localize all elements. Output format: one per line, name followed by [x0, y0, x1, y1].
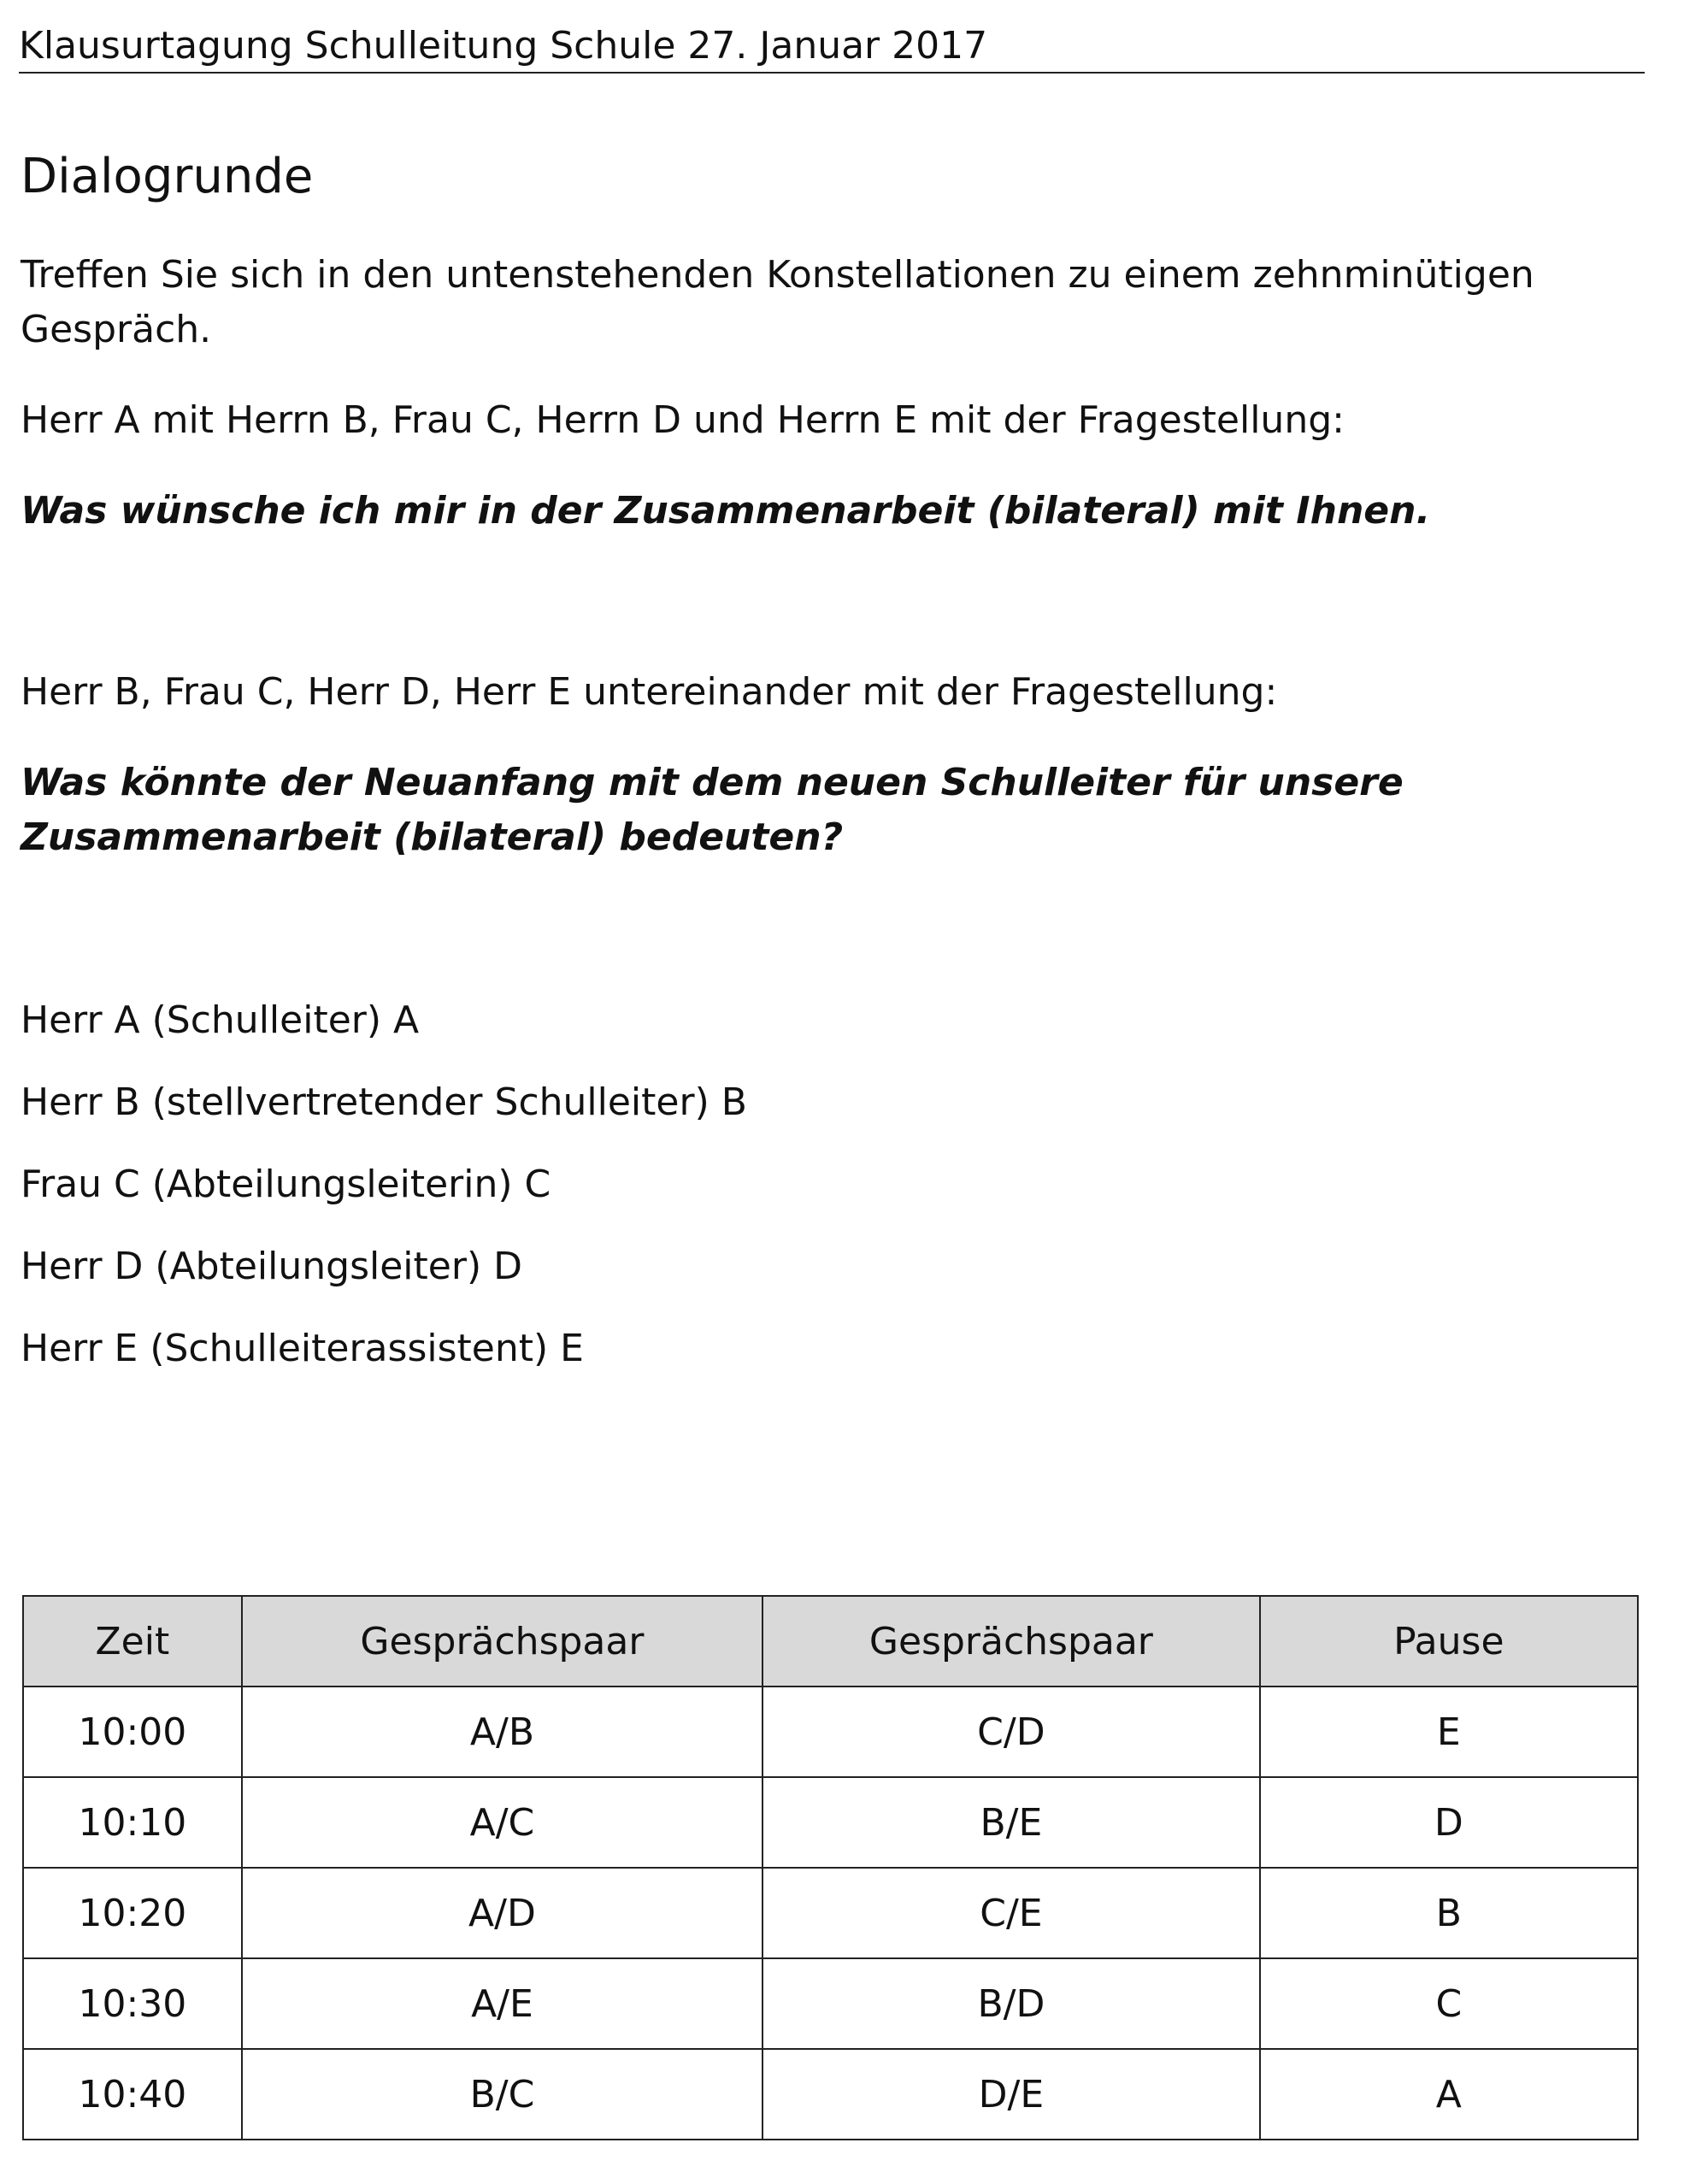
- table-row: [23, 1868, 1638, 1958]
- cell-pair-2: B/E: [763, 1777, 1259, 1868]
- header-zeit: Zeit: [23, 1596, 242, 1687]
- cell-pair-1: A/B: [242, 1687, 763, 1777]
- intro-text: Treffen Sie sich in den untenstehenden Konstellationen zu einem zehnminütigen Gespräch.: [21, 253, 1534, 351]
- round2-question: Was könnte der Neuanfang mit dem neuen Schulleiter für unsere Zusammenarbeit (bilateral) bedeuten?: [21, 761, 1404, 859]
- cell-pause: B: [1260, 1868, 1638, 1958]
- cell-pair-1: B/C: [242, 2049, 763, 2140]
- round1-text: Herr A mit Herrn B, Frau C, Herrn D und Herrn E mit der Fragestellung:: [21, 398, 1345, 442]
- table-row: [23, 1958, 1638, 2049]
- participant-a: Herr A (Schulleiter) A: [21, 998, 420, 1042]
- participant-d: Herr D (Abteilungsleiter) D: [21, 1245, 522, 1288]
- table-row: [23, 1777, 1638, 1868]
- cell-zeit: 10:20: [23, 1868, 242, 1958]
- cell-pair-1: A/E: [242, 1958, 763, 2049]
- table-row: [23, 1687, 1638, 1777]
- cell-zeit: 10:00: [23, 1687, 242, 1777]
- table-row: [23, 2049, 1638, 2140]
- table-header-row: [23, 1596, 1638, 1687]
- header-gespraechspaar-1: Gesprächspaar: [242, 1596, 763, 1687]
- cell-pair-2: C/E: [763, 1868, 1259, 1958]
- participant-c: Frau C (Abteilungsleiterin) C: [21, 1163, 551, 1206]
- page-title: Dialogrunde: [21, 149, 314, 204]
- header-gespraechspaar-2: Gesprächspaar: [763, 1596, 1259, 1687]
- schedule-table: [22, 1595, 1639, 2140]
- round1-question: Was wünsche ich mir in der Zusammenarbeit (bilateral) mit Ihnen.: [21, 489, 1431, 533]
- cell-pause: A: [1260, 2049, 1638, 2140]
- participant-b: Herr B (stellvertretender Schulleiter) B: [21, 1080, 747, 1124]
- cell-pair-2: B/D: [763, 1958, 1259, 2049]
- header-pause: Pause: [1260, 1596, 1638, 1687]
- cell-pair-2: C/D: [763, 1687, 1259, 1777]
- cell-zeit: 10:30: [23, 1958, 242, 2049]
- round2-text: Herr B, Frau C, Herr D, Herr E untereinander mit der Fragestellung:: [21, 670, 1278, 714]
- page-header: Klausurtagung Schulleitung Schule 27. Januar 2017: [19, 21, 1645, 74]
- cell-pause: D: [1260, 1777, 1638, 1868]
- cell-pair-2: D/E: [763, 2049, 1259, 2140]
- cell-pause: E: [1260, 1687, 1638, 1777]
- cell-pair-1: A/C: [242, 1777, 763, 1868]
- cell-zeit: 10:40: [23, 2049, 242, 2140]
- cell-pair-1: A/D: [242, 1868, 763, 1958]
- cell-zeit: 10:10: [23, 1777, 242, 1868]
- participant-e: Herr E (Schulleiterassistent) E: [21, 1327, 584, 1370]
- cell-pause: C: [1260, 1958, 1638, 2049]
